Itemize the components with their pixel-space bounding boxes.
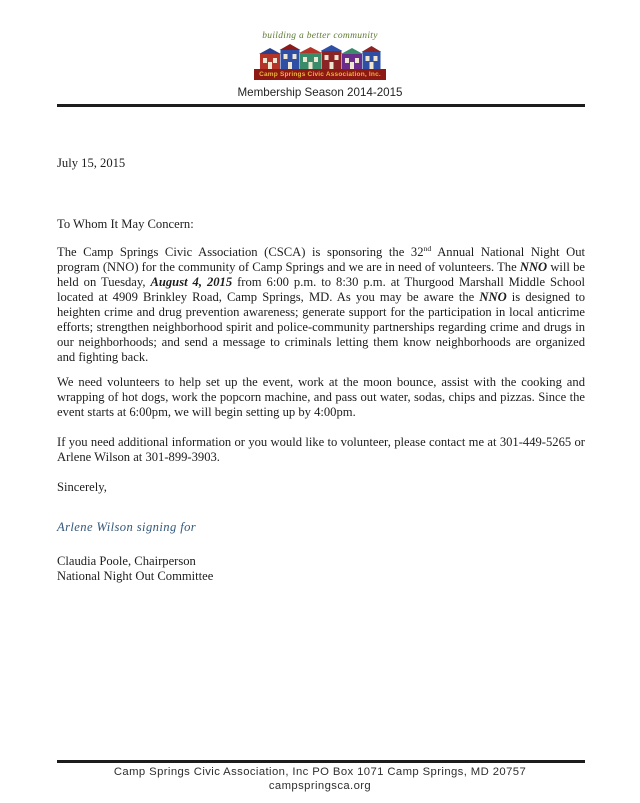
header-divider bbox=[57, 104, 585, 107]
paragraph-1 bbox=[57, 245, 585, 365]
letter-date: July 15, 2015 bbox=[57, 156, 126, 170]
houses-illustration-icon bbox=[259, 42, 381, 70]
membership-season-label: Membership Season 2014-2015 bbox=[237, 86, 403, 99]
paragraph-1-text: will be held on Tuesday, bbox=[57, 260, 585, 289]
paragraph-3: If you need additional information or you would like to volunteer, please contact me at 301-449-5265 or Arlene Wilson at 301-899-3903. bbox=[57, 435, 585, 464]
salutation: To Whom It May Concern: bbox=[57, 217, 194, 231]
ordinal-superscript: nd bbox=[423, 243, 432, 253]
footer bbox=[0, 766, 640, 793]
signer-name: Claudia Poole, Chairperson bbox=[57, 554, 196, 568]
event-date-emphasis: August 4, 2015 bbox=[150, 275, 233, 289]
nno-emphasis: NNO bbox=[519, 260, 548, 274]
nno-emphasis: NNO bbox=[479, 290, 507, 304]
signer-title: National Night Out Committee bbox=[57, 569, 214, 583]
paragraph-1-text: from 6:00 p.m. to 8:30 p.m. at Thurgood Marshall Middle School located at 4909 Brinkley Road, Camp Springs, MD. As you may be aware the bbox=[57, 275, 585, 304]
logo-banner: Camp Springs Civic Association, Inc. bbox=[254, 69, 386, 80]
paragraph-1-text: is designed to heighten crime and drug prevention awareness; generate support for the participation in local anticrime efforts; strengthen neighborhood spirit and police-community partnerships regarding crime and drugs in our neighborhoods; and send a message to criminals letting them know neighborhoods are organized and fighting back. bbox=[57, 290, 585, 364]
footer-address: Camp Springs Civic Association, Inc PO Box 1071 Camp Springs, MD 20757 bbox=[113, 766, 527, 778]
paragraph-1-text: The Camp Springs Civic Association (CSCA) is sponsoring the 32 bbox=[57, 245, 424, 259]
org-logo bbox=[0, 31, 640, 80]
signer-block bbox=[57, 554, 585, 584]
footer-divider bbox=[57, 760, 585, 763]
paragraph-1-text: Annual National Night Out program (NNO) for the community of Camp Springs and we are in need of volunteers. The bbox=[57, 245, 585, 274]
signature-script: Arlene Wilson signing for bbox=[57, 520, 197, 534]
footer-website: campspringsca.org bbox=[268, 779, 372, 792]
logo-tagline: building a better community bbox=[262, 31, 378, 41]
paragraph-2: We need volunteers to help set up the event, work at the moon bounce, assist with the cooking and wrapping of hot dogs, work the popcorn machine, and pass out water, sodas, chips and pizzas. Since the event starts at 6:00pm, we will begin setting up by 4:00pm. bbox=[57, 375, 585, 419]
closing: Sincerely, bbox=[57, 480, 107, 494]
